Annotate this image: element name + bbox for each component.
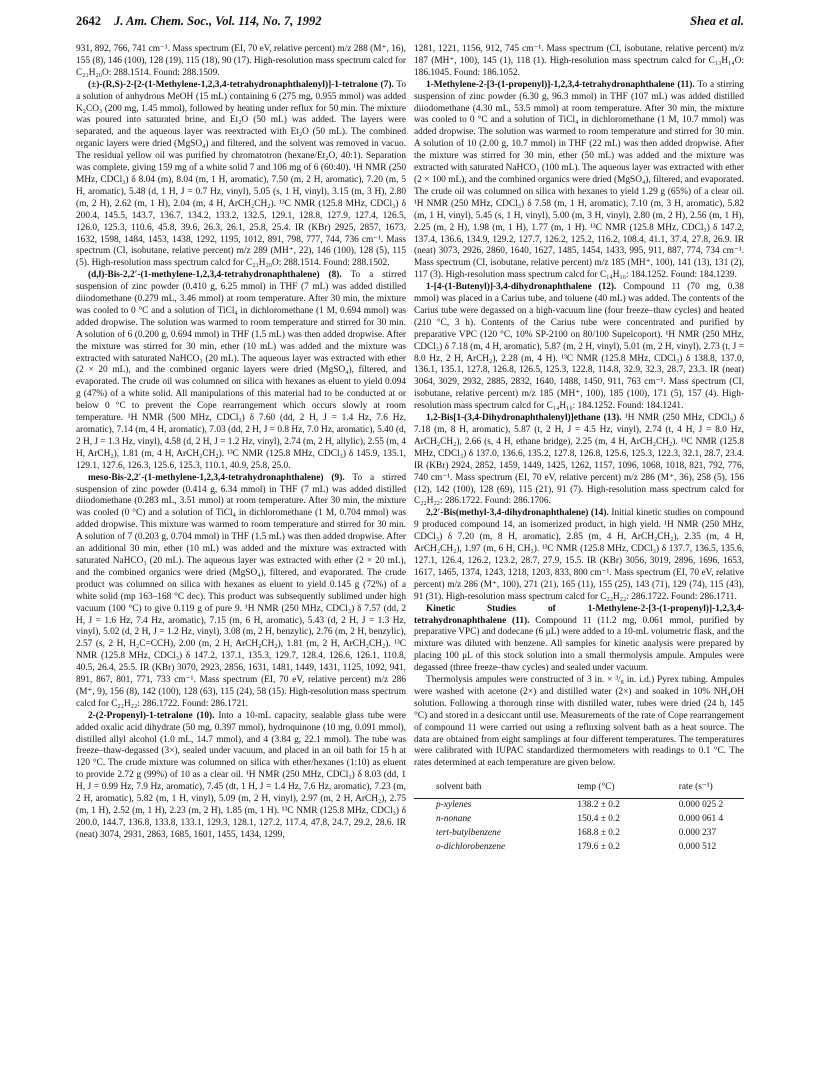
- column-header: rate (s⁻¹): [679, 780, 744, 798]
- compound-heading: (d,l)-Bis-2,2′-(1-methylene-1,2,3,4-tetrahydronaphthalene) (8).: [88, 270, 342, 281]
- compound-heading: 1-Methylene-2-[3-(1-propenyl)]-1,2,3,4-tetrahydronaphthalene (11).: [426, 79, 695, 90]
- table-cell: o-dichlorobenzene: [436, 841, 506, 852]
- paragraph: (d,l)-Bis-2,2′-(1-methylene-1,2,3,4-tetrahydronaphthalene) (8). To a stirred suspension of zinc powder (0.410 g, 6.25 mmol) in THF (7 mL) was added distilled diiodomethane (0.279 mL, 3.46 mmol) at room temperature. After 30 min, the mixture was cooled to 0 °C and a solution of TiCl₄ in dichloromethane (1 M, 0.694 mmol) was added dropwise. The solution was warmed to room temperature and stirred for 30 min. A solution of 6 (0.200 g, 0.694 mmol) in THF (1.5 mL) was then added dropwise. After the mixture was stirred for 30 min, ether (10 mL) was added and the mixture was extracted with saturated NaHCO₃ (20 mL). The aqueous layer was extracted with ether (2 × 20 mL), and the combined organic layers were dried (MgSO₄), filtered, and evaporated. The crude oil was columned on silica with hexanes as eluent to yield 0.094 g (47%) of a white solid. All manipulations of this material had to be conducted at or below 0 °C to prevent the Cope rearrangement which occurs slowly at room temperature. ¹H NMR (500 MHz, CDCl₃) δ 7.60 (dd, 2 H, J = 1.4 Hz, 7.6 Hz, aromatic), 7.14 (m, 4 H, aromatic), 7.03 (dd, 2 H, J = 0.8 Hz, 7.0 Hz, aromatic), 5.40 (d, 2 H, J = 1.3 Hz, vinyl), 4.58 (d, 2 H, J = 1.2 Hz, vinyl), 2.74 (m, 2 H, allylic), 2.55 (m, 4 H, ArCH₂), 1.81 (m, 4 H, ArCH₂CH₂). ¹³C NMR (125.8 MHz, CDCl₃) δ 145.9, 135.1, 129.1, 127.6, 126.3, 125.6, 125.3, 110.1, 40.9, 25.8, 25.0.: [76, 270, 407, 471]
- table-cell: 179.6 ± 0.2: [577, 841, 620, 852]
- compound-heading: 2,2′-Bis(methyl-3,4-dihydronaphthalene) (14).: [426, 508, 609, 519]
- compound-heading: 1-[4-(1-Butenyl)]-3,4-dihydronaphthalene (12).: [426, 282, 617, 293]
- table-cell: p-xylenes: [436, 800, 472, 811]
- paragraph: Thermolysis ampules were constructed of 3 in. × ³/₈ in. i.d.) Pyrex tubing. Ampules were washed with acetone (2×) and distilled water (2×) and soaked in 10% NH₄OH solution. Following a thorough rinse with distilled water, tubes were dried (24 h, 145 °C) and stored in a desiccant until use. Measurements of the rate of Cope rearrangement of compound 11 were carried out using a refluxing solvent bath as a heat source. The data are obtained from eight samplings at four different temperatures. The temperatures were calibrated with IUPAC standardized thermometers with readings to 0.1 °C. The rates determined at each temperature are given below.: [414, 675, 744, 769]
- column-header: solvent bath: [414, 780, 577, 798]
- table-row: [414, 813, 744, 827]
- table-row: [414, 799, 744, 813]
- journal-citation: J. Am. Chem. Soc., Vol. 114, No. 7, 1992: [114, 14, 322, 28]
- compound-heading: 2-(2-Propenyl)-1-tetralone (10).: [88, 710, 215, 721]
- rate-table: [414, 780, 744, 855]
- table-cell: 0.000 237: [678, 828, 717, 838]
- paragraph: (±)-(R,S)-2-[2-(1-Methylene-1,2,3,4-tetrahydronaphthalenyl)]-1-tetralone (7). To a solution of anhydrous MeOH (15 mL) containing 6 (275 mg, 0.955 mmol) was added K₂CO₃ (200 mg, 1.45 mmol), followed by heating under reflux for 50 min. The mixture was poured into saturated brine, and Et₂O (50 mL) was added. The layers were separated, and the aqueous layer was reextracted with Et₂O (50 mL). The combined organic layers were dried (MgSO₄) and filtered, and the solvent was removed in vacuo. The residual yellow oil was purified by chromatotron (hexane/Et₂O, 40:1). Separation was complete, giving 159 mg of a white solid 7 and 106 mg of 6 (60:40). ¹H NMR (250 MHz, CDCl₃) δ 8.04 (m), 8.04 (m, 1 H, aromatic), 7.50 (m, 2 H, aromatic), 7.20 (m, 5 H, aromatic), 5.48 (d, 1 H, J = 0.7 Hz, vinyl), 5.05 (s, 1 H, vinyl), 3.15 (m, 3 H), 2.80 (m, 2 H), 2.62 (m, 1 H), 2.04 (m, 4 H, ArCH₂CH₂). ¹³C NMR (125.8 MHz, CDCl₃) δ 200.4, 145.5, 143.7, 136.7, 134.2, 133.2, 132.5, 129.1, 128.8, 127.9, 127.4, 126.5, 126.0, 125.3, 110.6, 45.8, 39.6, 26.3, 26.1, 25.8, 25.4. IR (KBr) 2925, 2857, 1673, 1632, 1598, 1484, 1453, 1438, 1292, 1195, 1012, 891, 798, 777, 744, 736 cm⁻¹. Mass spectrum (CI, isobutane, relative percent) m/z 289 (MH⁺, 22), 146 (100), 128 (5), 115 (5). High-resolution mass spectrum calcd for C₂₁H₂₀O: 288.1514. Found: 288.1502.: [76, 79, 406, 269]
- paragraph: 2,2′-Bis(methyl-3,4-dihydronaphthalene) (14). Initial kinetic studies on compound 9 produced compound 14, an isomerized product, in high yield. ¹H NMR (250 MHz, CDCl₃) δ 7.20 (m, 8 H, aromatic), 2.85 (m, 4 H, ArCH₂CH₂), 2.35 (m, 4 H, ArCH₂CH₂), 1.97 (m, 6 H, CH₃). ¹³C NMR (125.8 MHz, CDCl₃) δ 137.7, 136.5, 135.6, 127.1, 126.4, 126.2, 123.2, 28.7, 27.9, 15.5. IR (KBr) 3056, 3019, 2896, 1696, 1653, 1617, 1465, 1374, 1243, 1218, 1203, 833, 800 cm⁻¹. Mass spectrum (EI, 70 eV, relative percent) m/z 286 (M⁺, 100), 271 (21), 165 (11), 155 (25), 143 (71), 129 (74), 115 (43), 91 (31). High-resolution mass spectrum calcd for C₂₂H₂₂: 286.1722. Found: 286.1711.: [414, 508, 744, 602]
- paragraph: 1-Methylene-2-[3-(1-propenyl)]-1,2,3,4-tetrahydronaphthalene (11). To a stirring suspension of zinc powder (6.30 g, 96.3 mmol) in THF (107 mL) was added distilled diiodomethane (4.30 mL, 53.5 mmol) at room temperature. After 30 min, the mixture was cooled to 0 °C and a solution of TiCl₄ in dichloromethane (1 M, 10.7 mmol) was added dropwise. The solution was warmed to room temperature and stirred for 30 min. A solution of 10 (2.00 g, 10.7 mmol) in THF (22 mL) was then added dropwise. After the mixture was stirred for 30 min, ether (50 mL) was added and the mixture was extracted with saturated NaHCO₃ (100 mL). The aqueous layer was extracted with ether (2 × 100 mL), and the combined organics were dried (MgSO₄), filtered, and evaporated. The crude oil was columned on silica with hexanes to yield 1.29 g (65%) of a clear oil. ¹H NMR (250 MHz, CDCl₃) δ 7.58 (m, 1 H, aromatic), 7.10 (m, 3 H, aromatic), 5.82 (m, 1 H, vinyl), 5.45 (s, 1 H, vinyl), 5.00 (m, 3 H, vinyl), 2.80 (m, 2 H), 2.56 (m, 1 H), 2.25 (m, 2 H), 1.98 (m, 1 H), 1.77 (m, 1 H). ¹³C NMR (125.8 MHz, CDCl₃) δ 147.2, 137.4, 136.6, 134.9, 129.2, 127.7, 126.2, 125.2, 116.2, 108.4, 41.1, 37.4, 27.8, 26.9. IR (neat) 3073, 2926, 2860, 1640, 1627, 1485, 1454, 1433, 995, 911, 887, 774, 734 cm⁻¹. Mass spectrum (CI, isobutane, relative percent) m/z 185 (MH⁺, 100), 141 (13), 131 (2), 117 (3). High-resolution mass spectrum calcd for C₁₄H₁₆: 184.1252. Found: 184.1239.: [414, 79, 744, 281]
- table-cell: 0.000 061 4: [678, 814, 724, 825]
- table-cell: tert-butylbenzene: [436, 828, 501, 838]
- page-header: [76, 14, 744, 36]
- table-cell: 0.000 512: [678, 841, 717, 852]
- paragraph: 1,2-Bis[1-(3,4-Dihydronaphthalenyl)]ethane (13). ¹H NMR (250 MHz, CDCl₃) δ 7.18 (m, 8 H, aromatic), 5.87 (t, 2 H, J = 4.5 Hz, vinyl), 2.74 (t, 4 H, J = 8.0 Hz, ArCH₂CH₂), 2.66 (s, 4 H, ethane bridge), 2.25 (m, 4 H, ArCH₂CH₂). ¹³C NMR (125.8 MHz, CDCl₃) δ 137.0, 136.6, 135.2, 127.8, 126.8, 125.6, 125.3, 122.3, 32.1, 28.7, 23.4. IR (KBr) 2924, 2852, 1459, 1449, 1425, 1262, 1157, 1096, 1068, 1018, 821, 792, 776, 740 cm⁻¹. Mass spectrum (EI, 70 eV, relative percent) m/z 286 (M⁺, 36), 258 (5), 156 (12), 142 (100), 128 (69), 115 (21), 91 (7). High-resolution mass spectrum calcd for C₂₂H₂₂: 286.1722. Found: 286.1706.: [414, 413, 745, 507]
- paragraph: 2-(2-Propenyl)-1-tetralone (10). Into a 10-mL capacity, sealable glass tube were added oxalic acid dihydrate (50 mg, 0.397 mmol), hydroquinone (10 mg, 0.091 mmol), distilled allyl alcohol (1.0 mL, 14.7 mmol), and 4 (3.84 g, 22.1 mmol). The tube was freeze–thaw-degassed (3×), sealed under vacuum, and placed in an oil bath for 15 h at 120 °C. The crude mixture was columned on silica with ether/hexanes (1:10) as eluent to provide 2.72 g (99%) of 10 as a clear oil. ¹H NMR (250 MHz, CDCl₃) δ 8.03 (dd, 1 H, J = 0.99 Hz, 7.9 Hz, aromatic), 7.45 (dt, 1 H, J = 1.4 Hz, 7.6 Hz, aromatic), 7.23 (m, 2 H, aromatic), 5.82 (m, 1 H, vinyl), 5.09 (m, 2 H, vinyl), 2.97 (m, 2 H, ArCH₂), 2.75 (m, 1 H), 2.52 (m, 1 H), 2.23 (m, 2 H), 1.85 (m, 1 H). ¹³C NMR (125.8 MHz, CDCl₃) δ 200.0, 144.7, 136.8, 133.8, 133.1, 129.3, 128.1, 127.2, 117.4, 47.8, 24.7, 29.2, 28.6. IR (neat) 3074, 2931, 2863, 1685, 1601, 1455, 1434, 1299,: [76, 710, 406, 840]
- compound-heading: (±)-(R,S)-2-[2-(1-Methylene-1,2,3,4-tetrahydronaphthalenyl)]-1-tetralone (7).: [88, 79, 394, 90]
- table-cell: 150.4 ± 0.2: [577, 814, 620, 825]
- page-number: 2642: [76, 14, 101, 28]
- compound-heading: Kinetic Studies of 1-Methylene-2-[3-(1-propenyl)]-1,2,3,4-tetrahydronaphthalene (11).: [414, 603, 744, 626]
- paragraph: 931, 892, 766, 741 cm⁻¹. Mass spectrum (EI, 70 eV, relative percent) m/z 288 (M⁺, 16), 155 (8), 146 (100), 128 (19), 115 (18), 90 (17). High-resolution mass spectrum calcd for C₂₁H₂₀O: 288.1514. Found: 288.1509.: [76, 44, 406, 78]
- table-cell: n-nonane: [436, 814, 472, 825]
- paragraph: meso-Bis-2,2′-(1-methylene-1,2,3,4-tetrahydronaphthalene) (9). To a stirred suspension of zinc powder (0.414 g, 6.34 mmol) in THF (7 mL) was added distilled diiodomethane (0.283 mL, 3.51 mmol) at room temperature. After 30 min, the mixture was cooled (0 °C) and a solution of TiCl₄ in dichloromethane (1 M, 0.704 mmol) was added dropwise. This mixture was warmed to room temperature and stirred for 30 min. A solution of 7 (0.203 g, 0.704 mmol) in THF (1.5 mL) was then added dropwise. After an additional 30 min, ether (10 mL) was added and the mixture was extracted with saturated NaHCO₃ (20 mL). The aqueous layer was extracted with ether (2 × 20 mL), and the combined organics were dried (MgSO₄), filtered, and evaporated. The crude product was columned on silica with hexanes as eluent to yield 0.145 g (72%) of a white solid (mp 163–168 °C dec). This product was subsequently sublimed under high vacuum (100 °C) to give 0.119 g of pure 9. ¹H NMR (250 MHz, CDCl₃) δ 7.57 (dd, 2 H, J = 1.6 Hz, 7.4 Hz, aromatic), 7.15 (m, 6 H, aromatic), 5.43 (d, 2 H, J = 1.3 Hz, vinyl), 5.02 (d, 2 H, J = 1.2 Hz, vinyl), 3.08 (m, 2 H, benzylic), 2.76 (m, 2 H, benzylic), 2.57 (s, 2 H, H₂C=CCH), 2.00 (m, 2 H, ArCH₂CH₂), 1.81 (m, 2 H, ArCH₂CH₂). ¹³C NMR (125.8 MHz, CDCl₃) δ 147.2, 137.1, 135.3, 129.7, 128.4, 126.6, 126.1, 110.8, 40.5, 26.4, 25.5. IR (KBr) 3070, 2923, 2856, 1631, 1481, 1449, 1431, 1125, 1092, 941, 891, 867, 801, 771, 733 cm⁻¹. Mass spectrum (EI, 70 eV, relative percent) m/z 286 (M⁺, 9), 156 (8), 142 (100), 128 (63), 115 (24), 58 (15). High-resolution mass spectrum calcd for C₂₂H₂₂: 286.1722. Found: 286.1721.: [76, 472, 406, 709]
- compound-heading: meso-Bis-2,2′-(1-methylene-1,2,3,4-tetrahydronaphthalene) (9).: [88, 472, 345, 483]
- paragraph: Kinetic Studies of 1-Methylene-2-[3-(1-propenyl)]-1,2,3,4-tetrahydronaphthalene (11). Compound 11 (11.2 mg, 0.061 mmol, purified by preparative VPC) and dodecane (6 μL) were added to a 10-mL volumetric flask, and the mixture was diluted with benzene. All samples for kinetic analysis were prepared by placing 100 μL of this stock solution into a small thermolysis ampule. Ampules were degassed (three freeze–thaw cycles) and sealed under vacuum.: [414, 603, 744, 674]
- table-row: [414, 841, 744, 855]
- right-column: [414, 44, 744, 855]
- running-author: Shea et al.: [690, 14, 744, 28]
- column-header: temp (°C): [577, 780, 678, 798]
- table-header-row: [414, 780, 744, 798]
- table-cell: 168.8 ± 0.2: [577, 828, 620, 838]
- paragraph: 1281, 1221, 1156, 912, 745 cm⁻¹. Mass spectrum (CI, isobutane, relative percent) m/z 187 (MH⁺, 100), 145 (1), 118 (1). High-resolution mass spectrum calcd for C₁₃H₁₄O: 186.1045. Found: 186.1052.: [414, 44, 744, 78]
- paragraph: 1-[4-(1-Butenyl)]-3,4-dihydronaphthalene (12). Compound 11 (70 mg, 0.38 mmol) was placed in a Carius tube, and toluene (40 mL) was added. The contents of the Carius tube were degassed on a high-vacuum line (four freeze–thaw cycles) and heated (210 °C, 3 h). Contents of the Carius tube were concentrated and purified by preparative VPC (120 °C, 10% SP-2100 on 80/100 Supelcoport). ¹H NMR (250 MHz, CDCl₃) δ 7.18 (m, 4 H, aromatic), 5.87 (m, 2 H, vinyl), 5.01 (m, 2 H, vinyl), 2.73 (t, J = 8.0 Hz, 2 H, ArCH₂), 2.28 (m, 4 H). ¹³C NMR (125.8 MHz, CDCl₃) δ 138.8, 137.0, 136.1, 135.1, 127.8, 126.8, 126.5, 125.3, 122.8, 114.8, 32.9, 32.3, 28.7, 23.3. IR (neat) 3064, 3029, 2932, 2885, 2832, 1640, 1488, 1450, 911, 763 cm⁻¹. Mass spectrum (CI, isobutane, relative percent) m/z 185 (MH⁺, 100), 185 (100), 171 (5), 157 (4). High-resolution mass spectrum calcd for C₁₄H₁₆: 184.1252. Found: 184.1241.: [414, 282, 744, 412]
- table-row: [414, 827, 744, 841]
- table-cell: 0.000 025 2: [678, 800, 724, 811]
- compound-heading: 1,2-Bis[1-(3,4-Dihydronaphthalenyl)]ethane (13).: [426, 413, 622, 424]
- table-cell: 138.2 ± 0.2: [577, 800, 620, 811]
- left-column: [76, 44, 406, 842]
